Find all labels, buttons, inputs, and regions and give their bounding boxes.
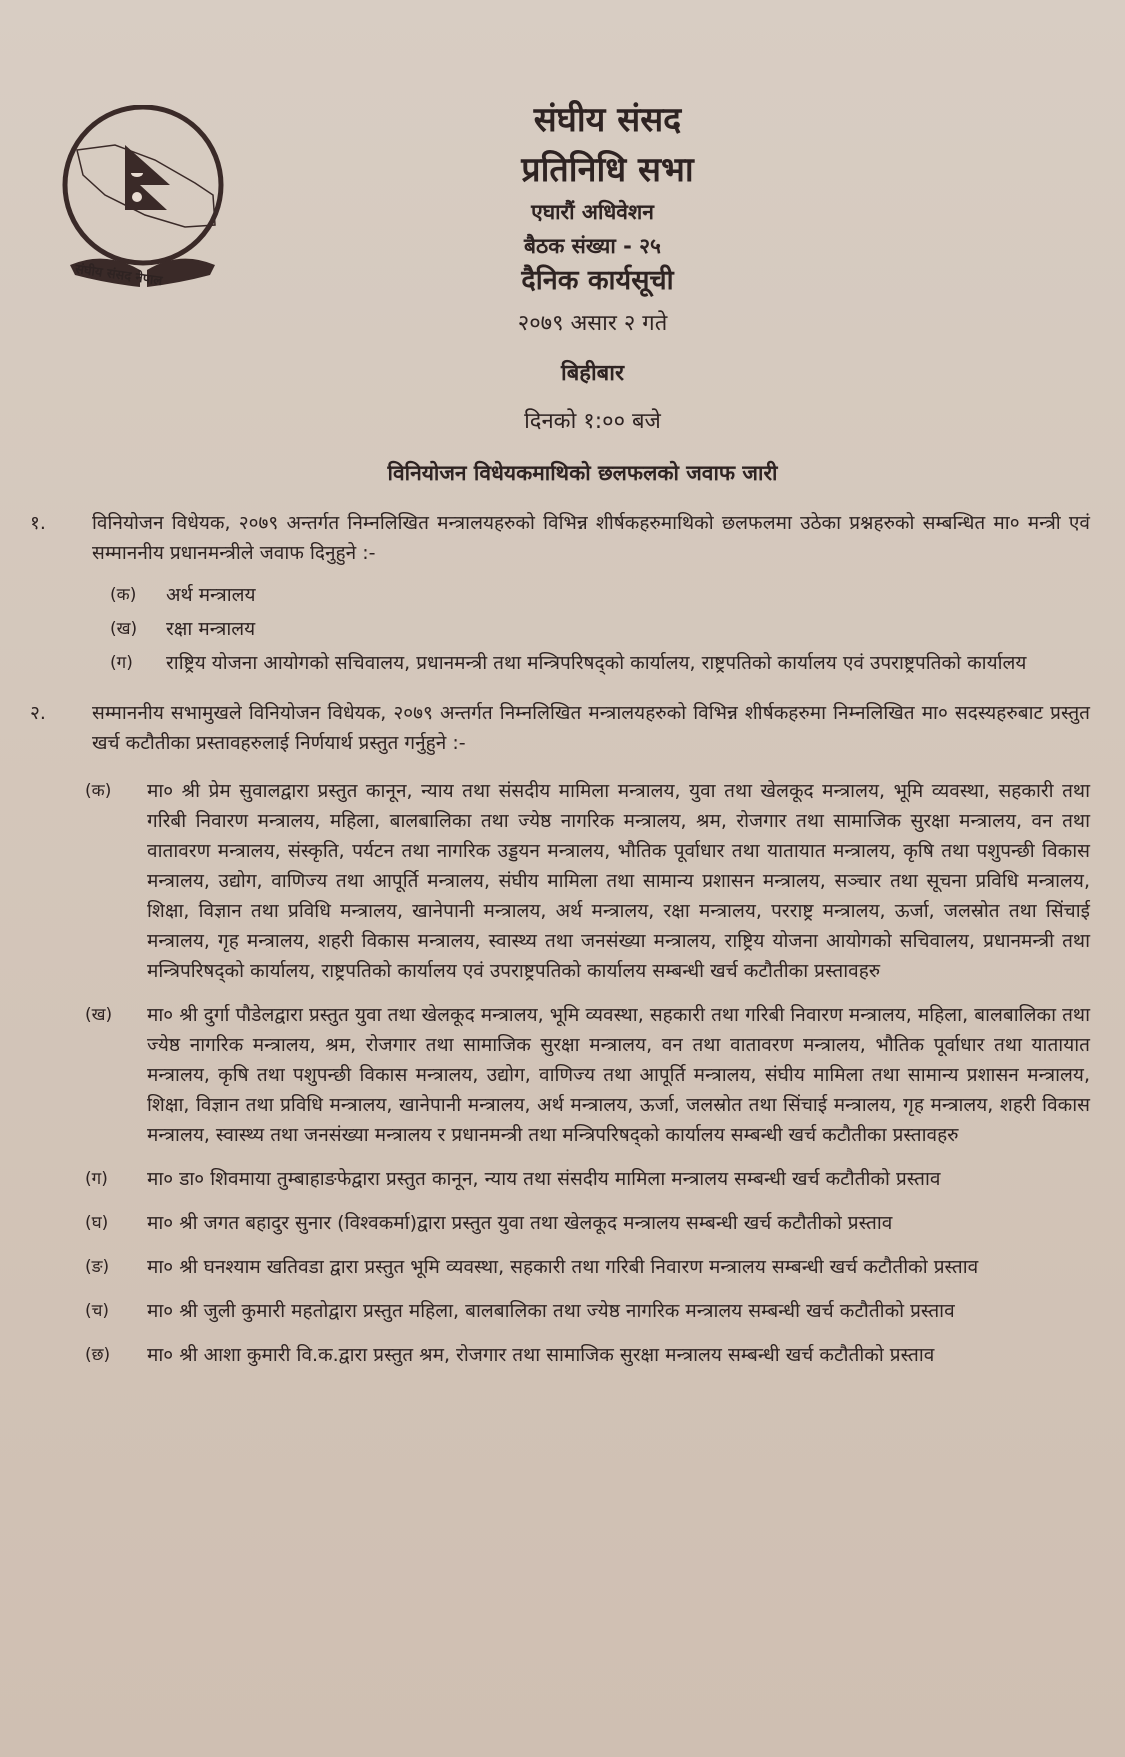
list-item: (छ) मा० श्री आशा कुमारी वि.क.द्वारा प्रस्तुत श्रम, रोजगार तथा सामाजिक सुरक्षा मन्त्रालय सम्बन्धी खर्च कटौतीको प्रस्ताव xyxy=(85,1344,935,1366)
house-title: प्रतिनिधि सभा xyxy=(521,150,694,190)
agenda-item-2 xyxy=(30,698,1090,758)
agenda-topic: विनियोजन विधेयकमाथिको छलफलको जवाफ जारी xyxy=(387,461,778,485)
list-item: (ङ) मा० श्री घनश्याम खतिवडा द्वारा प्रस्तुत भूमि व्यवस्था, सहकारी तथा गरिबी निवारण मन्त्रालय सम्बन्धी खर्च कटौतीको प्रस्ताव xyxy=(85,1256,979,1278)
list-item: (च) मा० श्री जुली कुमारी महतोद्वारा प्रस्तुत महिला, बालबालिका तथा ज्येष्ठ नागरिक मन्त्रालय सम्बन्धी खर्च कटौतीको प्रस्ताव xyxy=(85,1300,955,1322)
list-item: (ग) मा० डा० शिवमाया तुम्बाहाङफेद्वारा प्रस्तुत कानून, न्याय तथा संसदीय मामिला मन्त्रालय सम्बन्धी खर्च कटौतीको प्रस्ताव xyxy=(85,1168,941,1190)
parliament-title: संघीय संसद xyxy=(533,100,682,140)
item-text: विनियोजन विधेयक, २०७९ अन्तर्गत निम्नलिखित मन्त्रालयहरुको विभिन्न शीर्षकहरुमाथिको छलफलमा उठेका प्रश्नहरुको सम्बन्धित मा० मन्त्री एवं सम्माननीय प्रधानमन्त्रीले जवाफ दिनुहुने :- xyxy=(92,512,1090,564)
list-item: (क) मा० श्री प्रेम सुवालद्वारा प्रस्तुत कानून, न्याय तथा संसदीय मामिला मन्त्रालय, युवा तथा खेलकूद मन्त्रालय, भूमि व्यवस्था, सहकारी तथा गरिबी निवारण मन्त्रालय, महिला, बालबालिका तथा ज्येष्ठ नागरिक मन्त्रालय, श्रम, रोजगार तथा सामाजिक सुरक्षा मन्त्रालय, वन तथा वातावरण मन्त्रालय, संस्कृति, पर्यटन तथा नागरिक उड्डयन मन्त्रालय, भौतिक पूर्वाधार तथा यातायात मन्त्रालय, कृषि तथा पशुपन्छी विकास मन्त्रालय, उद्योग, वाणिज्य तथा आपूर्ति मन्त्रालय, संघीय मामिला तथा सामान्य प्रशासन मन्त्रालय, सञ्चार तथा सूचना प्रविधि मन्त्रालय, शिक्षा, विज्ञान तथा प्रविधि मन्त्रालय, खानेपानी मन्त्रालय, अर्थ मन्त्रालय, रक्षा मन्त्रालय, परराष्ट्र मन्त्रालय, ऊर्जा, जलस्रोत तथा सिंचाई मन्त्रालय, गृह मन्त्रालय, शहरी विकास मन्त्रालय, स्वास्थ्य तथा जनसंख्या मन्त्रालय, राष्ट्रिय योजना आयोगको सचिवालय, प्रधानमन्त्री तथा मन्त्रिपरिषद्को कार्यालय, राष्ट्रपतिको कार्यालय एवं उपराष्ट्रपतिको कार्यालय सम्बन्धी खर्च कटौतीका प्रस्तावहरु xyxy=(85,780,1090,982)
item-number: २. xyxy=(30,702,46,724)
agenda-time: दिनको १:०० बजे xyxy=(524,409,661,434)
list-item: (ख) रक्षा मन्त्रालय xyxy=(110,618,256,640)
document-header xyxy=(0,95,1125,487)
agenda-date: २०७९ असार २ गते xyxy=(517,311,668,336)
list-item: (ग) राष्ट्रिय योजना आयोगको सचिवालय, प्रधानमन्त्री तथा मन्त्रिपरिषद्को कार्यालय, राष्ट्रपतिको कार्यालय एवं उपराष्ट्रपतिको कार्यालय xyxy=(110,652,1027,674)
agenda-title: दैनिक कार्यसूची xyxy=(521,265,674,296)
meeting-number: बैठक संख्या - २५ xyxy=(524,234,661,258)
item-1-subitems xyxy=(30,580,1090,678)
logo-caption: संघीय संसद नेपाल xyxy=(74,261,164,290)
agenda-day: बिहीबार xyxy=(561,361,624,386)
item-2-subitems xyxy=(30,776,1090,1370)
session-label: एघारौं अधिवेशन xyxy=(531,200,654,224)
agenda-item-1 xyxy=(30,508,1090,568)
list-item: (घ) मा० श्री जगत बहादुर सुनार (विश्वकर्मा)द्वारा प्रस्तुत युवा तथा खेलकूद मन्त्रालय सम्बन्धी खर्च कटौतीको प्रस्ताव xyxy=(85,1212,893,1234)
list-item: (क) अर्थ मन्त्रालय xyxy=(110,584,256,606)
agenda-body xyxy=(30,508,1090,1384)
list-item: (ख) मा० श्री दुर्गा पौडेलद्वारा प्रस्तुत युवा तथा खेलकूद मन्त्रालय, भूमि व्यवस्था, सहकारी तथा गरिबी निवारण मन्त्रालय, महिला, बालबालिका तथा ज्येष्ठ नागरिक मन्त्रालय, श्रम, रोजगार तथा सामाजिक सुरक्षा मन्त्रालय, वन तथा वातावरण मन्त्रालय, भौतिक पूर्वाधार तथा यातायात मन्त्रालय, कृषि तथा पशुपन्छी विकास मन्त्रालय, उद्योग, वाणिज्य तथा आपूर्ति मन्त्रालय, संघीय मामिला तथा सामान्य प्रशासन मन्त्रालय, शिक्षा, विज्ञान तथा प्रविधि मन्त्रालय, खानेपानी मन्त्रालय, अर्थ मन्त्रालय, ऊर्जा, जलस्रोत तथा सिंचाई मन्त्रालय, गृह मन्त्रालय, शहरी विकास मन्त्रालय, स्वास्थ्य तथा जनसंख्या मन्त्रालय र प्रधानमन्त्री तथा मन्त्रिपरिषद्को कार्यालय सम्बन्धी खर्च कटौतीका प्रस्तावहरु xyxy=(85,1004,1090,1146)
item-number: १. xyxy=(30,512,46,534)
item-text: सम्माननीय सभामुखले विनियोजन विधेयक, २०७९ अन्तर्गत निम्नलिखित मन्त्रालयहरुको विभिन्न शीर्षकहरुमा निम्नलिखित मा० सदस्यहरुबाट प्रस्तुत खर्च कटौतीका प्रस्तावहरुलाई निर्णयार्थ प्रस्तुत गर्नुहुने :- xyxy=(92,702,1090,754)
